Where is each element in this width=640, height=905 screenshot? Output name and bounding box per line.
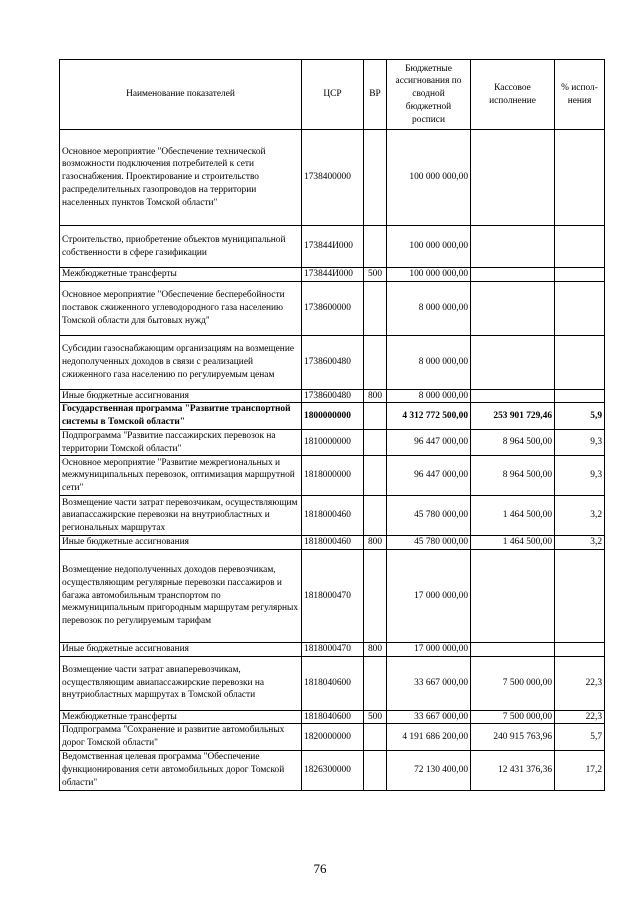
cell-vr [364,130,387,226]
cell-percent: 5,9 [555,403,605,429]
cell-csr: 1738600000 [302,281,364,335]
cell-cash [471,549,555,642]
cell-cash: 8 964 500,00 [471,429,555,455]
cell-budget: 17 000 000,00 [387,549,471,642]
cell-budget: 100 000 000,00 [387,130,471,226]
cell-csr: 173844И000 [302,268,364,282]
cell-cash: 253 901 729,46 [471,403,555,429]
cell-cash: 8 964 500,00 [471,456,555,496]
table-row [60,268,605,282]
table-row [60,724,605,750]
table-row [60,130,605,226]
cell-budget: 17 000 000,00 [387,642,471,656]
header-budget: Бюджетные ассигнования по сводной бюджетной росписи [387,60,471,130]
cell-name: Иные бюджетные ассигнования [60,536,302,550]
cell-cash: 1 464 500,00 [471,536,555,550]
cell-cash: 1 464 500,00 [471,496,555,536]
cell-csr: 1818000460 [302,496,364,536]
header-vr: ВР [364,60,387,130]
cell-vr: 500 [364,710,387,724]
table-row [60,536,605,550]
cell-percent [555,130,605,226]
cell-cash: 12 431 376,36 [471,750,555,790]
cell-vr [364,456,387,496]
cell-budget: 45 780 000,00 [387,496,471,536]
cell-vr [364,724,387,750]
cell-budget: 8 000 000,00 [387,389,471,403]
cell-name: Возмещение части затрат авиаперевозчикам, осуществляющим авиапассажирские перевозки на внутриобластных маршрутах в Томской области [60,656,302,710]
cell-name: Подпрограмма "Развитие пассажирских перевозок на территории Томской области" [60,429,302,455]
cell-csr: 1818000470 [302,549,364,642]
cell-name: Основное мероприятие "Обеспечение бесперебойности поставок сжиженного углеводородного газа населению Томской области для бытовых нужд" [60,281,302,335]
cell-cash [471,281,555,335]
cell-csr: 1826300000 [302,750,364,790]
cell-vr [364,335,387,389]
table-row [60,456,605,496]
cell-vr [364,496,387,536]
cell-percent: 9,3 [555,429,605,455]
cell-budget: 33 667 000,00 [387,656,471,710]
cell-budget: 4 191 686 200,00 [387,724,471,750]
cell-cash [471,268,555,282]
cell-cash: 7 500 000,00 [471,710,555,724]
table-row [60,750,605,790]
cell-csr: 1810000000 [302,429,364,455]
cell-vr: 800 [364,642,387,656]
table-row [60,429,605,455]
cell-name: Подпрограмма "Сохранение и развитие автомобильных дорог Томской области" [60,724,302,750]
cell-budget: 100 000 000,00 [387,226,471,268]
budget-table [59,59,605,791]
cell-percent [555,642,605,656]
table-header-row [60,60,605,130]
cell-name: Основное мероприятие "Развитие межрегиональных и межмуниципальных перевозок, оптимизация маршрутной сети" [60,456,302,496]
cell-percent [555,268,605,282]
cell-name: Иные бюджетные ассигнования [60,642,302,656]
table-row [60,281,605,335]
cell-cash [471,335,555,389]
header-name: Наименование показателей [60,60,302,130]
cell-vr: 800 [364,536,387,550]
cell-name: Возмещение части затрат перевозчикам, осуществляющим авиапассажирские перевозки на внутриобластных и региональных маршрутах [60,496,302,536]
cell-vr [364,750,387,790]
cell-vr [364,429,387,455]
cell-name: Ведомственная целевая программа "Обеспечение функционирования сети автомобильных дорог Томской области" [60,750,302,790]
cell-csr: 1738400000 [302,130,364,226]
cell-csr: 1818040600 [302,656,364,710]
cell-vr: 800 [364,389,387,403]
cell-vr [364,226,387,268]
cell-name: Возмещение недополученных доходов перевозчикам, осуществляющим регулярные перевозки пассажиров и багажа автомобильным транспортом по межмуниципальным пригородным маршрутам регулярных перевозок по регулируемым тарифам [60,549,302,642]
cell-csr: 173844И000 [302,226,364,268]
cell-name: Основное мероприятие "Обеспечение технической возможности подключения потребителей к сети газоснабжения. Проектирование и строительство распределительных газопроводов на территории населенных пунктов Томской области" [60,130,302,226]
cell-csr: 1818000460 [302,536,364,550]
table-row [60,403,605,429]
cell-percent [555,389,605,403]
cell-budget: 4 312 772 500,00 [387,403,471,429]
cell-cash [471,130,555,226]
cell-budget: 8 000 000,00 [387,281,471,335]
cell-name: Государственная программа "Развитие транспортной системы в Томской области" [60,403,302,429]
table-row [60,656,605,710]
cell-csr: 1818040600 [302,710,364,724]
cell-csr: 1738600480 [302,335,364,389]
cell-vr [364,549,387,642]
cell-percent: 3,2 [555,536,605,550]
table-body [60,130,605,791]
cell-csr: 1820000000 [302,724,364,750]
page-number: 76 [313,861,327,876]
cell-name: Межбюджетные трансферты [60,268,302,282]
cell-cash: 7 500 000,00 [471,656,555,710]
cell-name: Строительство, приобретение объектов муниципальной собственности в сфере газификации [60,226,302,268]
cell-percent: 17,2 [555,750,605,790]
cell-percent: 22,3 [555,656,605,710]
cell-percent [555,281,605,335]
cell-percent: 9,3 [555,456,605,496]
table-row [60,389,605,403]
cell-budget: 45 780 000,00 [387,536,471,550]
cell-cash [471,642,555,656]
header-csr: ЦСР [302,60,364,130]
cell-budget: 96 447 000,00 [387,429,471,455]
cell-vr [364,281,387,335]
cell-budget: 100 000 000,00 [387,268,471,282]
table-row [60,710,605,724]
cell-percent: 22,3 [555,710,605,724]
cell-percent: 5,7 [555,724,605,750]
cell-budget: 72 130 400,00 [387,750,471,790]
table-row [60,226,605,268]
header-percent: % испол-нения [555,60,605,130]
cell-vr [364,403,387,429]
cell-csr: 1818000470 [302,642,364,656]
cell-budget: 33 667 000,00 [387,710,471,724]
cell-csr: 1818000000 [302,456,364,496]
table-row [60,549,605,642]
cell-csr: 1800000000 [302,403,364,429]
cell-budget: 8 000 000,00 [387,335,471,389]
cell-name: Иные бюджетные ассигнования [60,389,302,403]
cell-name: Межбюджетные трансферты [60,710,302,724]
cell-csr: 1738600480 [302,389,364,403]
cell-vr: 500 [364,268,387,282]
cell-cash [471,226,555,268]
cell-name: Субсидии газоснабжающим организациям на возмещение недополученных доходов в связи с реализацией сжиженного газа населению по регулируемым ценам [60,335,302,389]
cell-vr [364,656,387,710]
table-row [60,335,605,389]
cell-percent [555,549,605,642]
cell-percent [555,226,605,268]
table-row [60,496,605,536]
cell-percent [555,335,605,389]
cell-budget: 96 447 000,00 [387,456,471,496]
cell-percent: 3,2 [555,496,605,536]
header-cash: Кассовое исполнение [471,60,555,130]
table-row [60,642,605,656]
cell-cash: 240 915 763,96 [471,724,555,750]
cell-cash [471,389,555,403]
